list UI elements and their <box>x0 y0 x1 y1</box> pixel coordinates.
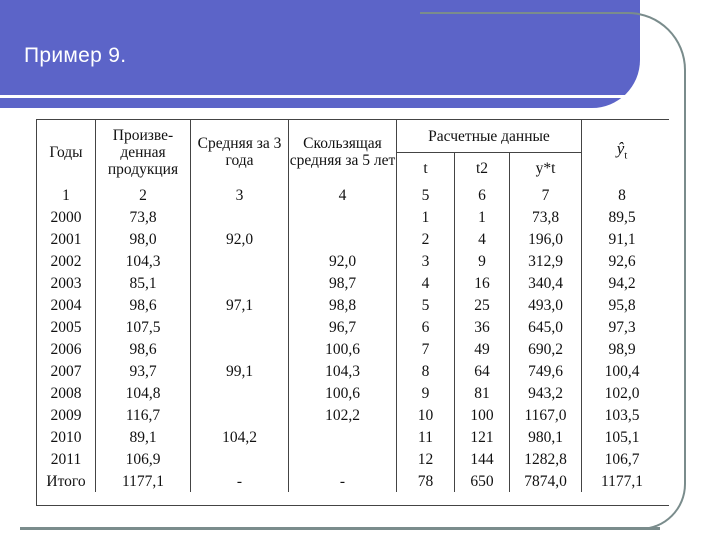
table-cell: 1 <box>455 206 510 228</box>
row-year-cell: 2002 <box>37 250 96 272</box>
row-year-cell: 2004 <box>37 294 96 316</box>
column-number: 8 <box>618 186 626 204</box>
table-cell: 94,2 <box>608 274 636 292</box>
header-years: Годы <box>37 120 96 184</box>
table-cell: 5 <box>397 294 455 316</box>
table-cell: 1177,1 <box>96 470 191 492</box>
table-cell: 144 <box>455 448 510 470</box>
table-cell <box>191 382 289 404</box>
table-cell: 93,7 <box>96 360 191 382</box>
table-cell: 493,0 <box>510 294 582 316</box>
column-number: 1 <box>37 184 96 206</box>
table-cell <box>191 448 289 470</box>
table-cell <box>191 316 289 338</box>
table-cell: 98,6 <box>96 294 191 316</box>
table-cell: 107,5 <box>96 316 191 338</box>
row-year-cell: 2009 <box>37 404 96 426</box>
table-cell: 645,0 <box>510 316 582 338</box>
column-number: 2 <box>96 184 191 206</box>
row-year-cell: Итого <box>37 470 96 492</box>
table-cell: 9 <box>397 382 455 404</box>
slide-title: Пример 9. <box>24 44 127 67</box>
table-cell: 102,0 <box>604 384 640 402</box>
table-cell: 25 <box>455 294 510 316</box>
table-cell: 81 <box>455 382 510 404</box>
data-table <box>36 119 669 506</box>
table-cell: 3 <box>397 250 455 272</box>
header-calculated-data: Расчетные данные <box>397 120 582 153</box>
table-cell: 89,5 <box>608 208 636 226</box>
table-cell: 980,1 <box>510 426 582 448</box>
table-cell: 100,4 <box>604 362 640 380</box>
table-cell: 95,8 <box>608 296 636 314</box>
table-cell: 1167,0 <box>510 404 582 426</box>
table-cell <box>191 272 289 294</box>
table-cell: 36 <box>455 316 510 338</box>
table-cell <box>289 228 397 250</box>
table-cell: 16 <box>455 272 510 294</box>
table-cell: 9 <box>455 250 510 272</box>
table-cell: 4 <box>455 228 510 250</box>
table-cell: 98,9 <box>608 340 636 358</box>
table-cell: - <box>289 470 397 492</box>
table-cell: 97,1 <box>191 294 289 316</box>
table-cell: 749,6 <box>510 360 582 382</box>
table-cell: 7874,0 <box>510 470 582 492</box>
table-cell: 98,6 <box>96 338 191 360</box>
table-cell <box>191 404 289 426</box>
table-cell: 1282,8 <box>510 448 582 470</box>
table-cell: 98,8 <box>289 294 397 316</box>
row-year-cell: 2003 <box>37 272 96 294</box>
table-cell <box>289 426 397 448</box>
decorative-frame-bottom <box>20 527 660 530</box>
table-cell: 98,7 <box>289 272 397 294</box>
header-production: Произве-денная продукция <box>96 120 191 184</box>
header-moving-average: Скользящая средняя за 5 лет <box>289 120 397 184</box>
table-cell: 100 <box>455 404 510 426</box>
header-average-3-years: Средняя за 3 года <box>191 120 289 184</box>
table-cell: 89,1 <box>96 426 191 448</box>
header-y-times-t: y*t <box>510 153 582 184</box>
table-cell: 11 <box>397 426 455 448</box>
table-cell: 2 <box>397 228 455 250</box>
table-cell: 340,4 <box>510 272 582 294</box>
table-cell: 92,6 <box>608 252 636 270</box>
row-year-cell: 2011 <box>37 448 96 470</box>
table-cell: 943,2 <box>510 382 582 404</box>
header-trend-estimate: $ŷ_t$ <box>616 138 628 162</box>
table-cell: 103,5 <box>604 406 640 424</box>
table-cell: 8 <box>397 360 455 382</box>
table-cell: 85,1 <box>96 272 191 294</box>
table-cell: 196,0 <box>510 228 582 250</box>
row-year-cell: 2006 <box>37 338 96 360</box>
table-cell: - <box>191 470 289 492</box>
table-cell: 106,7 <box>604 450 640 468</box>
row-year-cell: 2008 <box>37 382 96 404</box>
table-cell: 100,6 <box>289 338 397 360</box>
table-cell: 690,2 <box>510 338 582 360</box>
table-cell: 78 <box>397 470 455 492</box>
table-cell: 312,9 <box>510 250 582 272</box>
table-cell: 49 <box>455 338 510 360</box>
table-cell: 1177,1 <box>600 472 644 490</box>
table-cell: 104,3 <box>96 250 191 272</box>
table-cell: 97,3 <box>608 318 636 336</box>
table-cell: 4 <box>397 272 455 294</box>
table-cell: 92,0 <box>191 228 289 250</box>
table-cell: 73,8 <box>510 206 582 228</box>
table-cell: 121 <box>455 426 510 448</box>
column-number: 4 <box>289 184 397 206</box>
table-cell: 116,7 <box>96 404 191 426</box>
table-cell: 650 <box>455 470 510 492</box>
table-cell: 91,1 <box>608 230 636 248</box>
table-cell: 1 <box>397 206 455 228</box>
table-cell: 12 <box>397 448 455 470</box>
column-number: 6 <box>455 184 510 206</box>
table-cell: 104,3 <box>289 360 397 382</box>
header-t-squared: t2 <box>455 153 510 184</box>
table-cell: 64 <box>455 360 510 382</box>
table-cell <box>191 338 289 360</box>
header-t: t <box>397 153 455 184</box>
table-cell: 98,0 <box>96 228 191 250</box>
row-year-cell: 2005 <box>37 316 96 338</box>
table-cell <box>289 206 397 228</box>
table-cell <box>191 250 289 272</box>
row-year-cell: 2000 <box>37 206 96 228</box>
column-number: 5 <box>397 184 455 206</box>
row-year-cell: 2001 <box>37 228 96 250</box>
row-year-cell: 2007 <box>37 360 96 382</box>
table-cell: 92,0 <box>289 250 397 272</box>
table-cell: 104,2 <box>191 426 289 448</box>
table-cell: 99,1 <box>191 360 289 382</box>
table-cell: 96,7 <box>289 316 397 338</box>
table-cell: 7 <box>397 338 455 360</box>
column-number: 3 <box>191 184 289 206</box>
table-cell: 10 <box>397 404 455 426</box>
table-cell: 105,1 <box>604 428 640 446</box>
table-cell <box>289 448 397 470</box>
table-cell: 73,8 <box>96 206 191 228</box>
table-cell: 106,9 <box>96 448 191 470</box>
row-year-cell: 2010 <box>37 426 96 448</box>
column-number: 7 <box>510 184 582 206</box>
table-cell: 104,8 <box>96 382 191 404</box>
table-cell: 102,2 <box>289 404 397 426</box>
table-cell: 6 <box>397 316 455 338</box>
table-cell <box>191 206 289 228</box>
table-cell: 100,6 <box>289 382 397 404</box>
